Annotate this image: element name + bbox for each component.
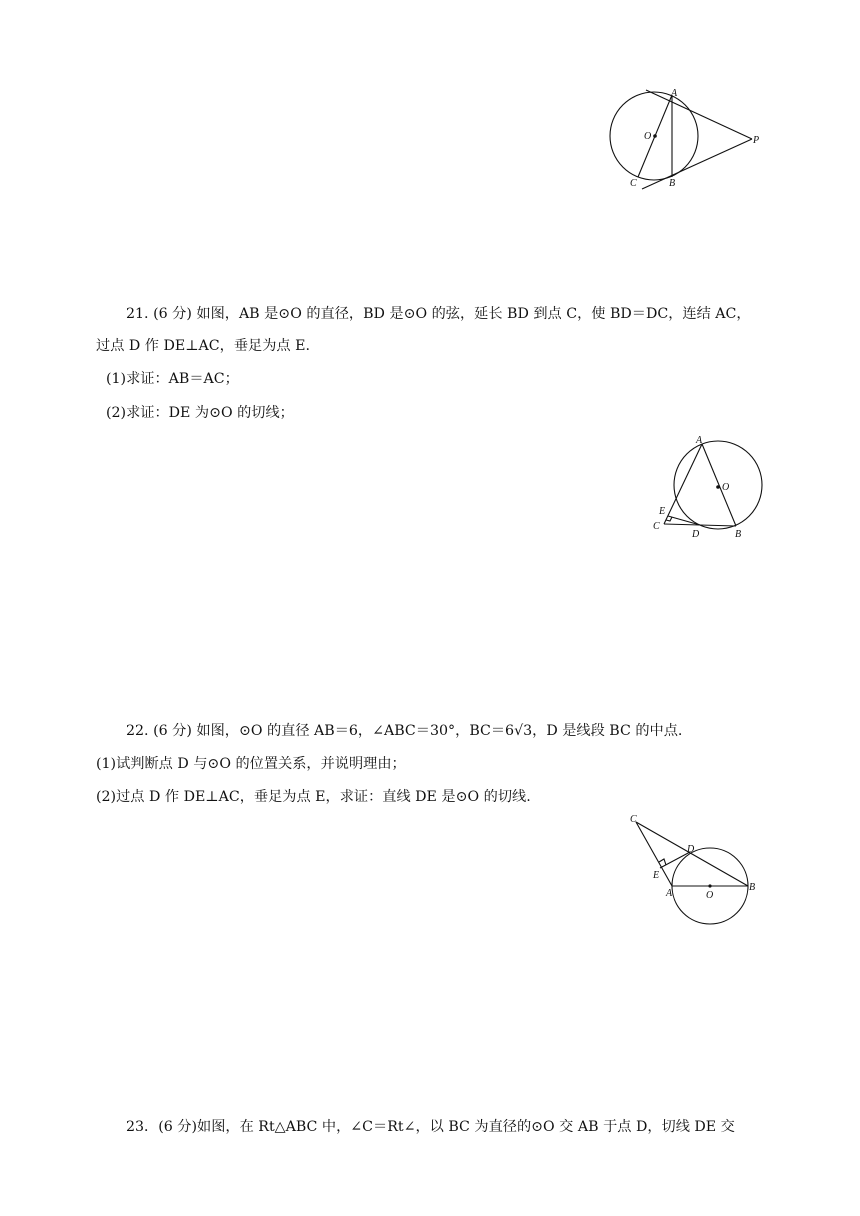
label-o: O bbox=[644, 131, 652, 142]
label-o: O bbox=[722, 482, 730, 493]
segment-de bbox=[668, 516, 700, 525]
label-d: D bbox=[692, 529, 700, 540]
label-c: C bbox=[630, 178, 637, 189]
label-b: B bbox=[669, 178, 676, 189]
label-a: A bbox=[696, 435, 703, 446]
label-e: E bbox=[653, 870, 660, 881]
figure-q20 bbox=[600, 82, 770, 197]
label-a: A bbox=[666, 888, 673, 899]
q23-stem-line1: 23．(6 分)如图，在 Rt△ABC 中，∠C＝Rt∠，以 BC 为直径的⊙O 交 AB 于点 D，切线 DE 交 bbox=[126, 1119, 735, 1135]
tangent-line-pa bbox=[646, 90, 752, 139]
label-p: P bbox=[753, 135, 760, 146]
q22-stem-line1: 22. (6 分) 如图，⊙O 的直径 AB＝6，∠ABC＝30°，BC＝6√3，D 是线段 BC 的中点. bbox=[126, 723, 683, 739]
q21-part2: (2)求证：DE 为⊙O 的切线； bbox=[106, 405, 294, 421]
q21-stem-line2: 过点 D 作 DE⊥AC，垂足为点 E. bbox=[96, 338, 310, 354]
figure-q22-svg bbox=[626, 810, 766, 930]
label-b: B bbox=[735, 529, 742, 540]
label-b: B bbox=[749, 882, 756, 893]
figure-q22 bbox=[626, 810, 766, 930]
label-d: D bbox=[687, 844, 695, 855]
diameter-ab bbox=[702, 444, 736, 526]
label-c: C bbox=[630, 814, 637, 825]
figure-q21-svg bbox=[648, 432, 768, 547]
center-point bbox=[708, 884, 711, 887]
q22-part2: (2)过点 D 作 DE⊥AC，垂足为点 E，求证：直线 DE 是⊙O 的切线. bbox=[96, 789, 531, 805]
label-e: E bbox=[659, 506, 666, 517]
figure-q20-svg bbox=[600, 82, 770, 197]
label-c: C bbox=[653, 521, 660, 532]
q21-stem-line1: 21. (6 分) 如图，AB 是⊙O 的直径，BD 是⊙O 的弦，延长 BD 到点 C，使 BD＝DC，连结 AC， bbox=[126, 306, 751, 322]
q22-part1: (1)试判断点 D 与⊙O 的位置关系，并说明理由； bbox=[96, 756, 406, 772]
center-point bbox=[716, 485, 720, 489]
circle-o bbox=[674, 441, 762, 529]
label-a: A bbox=[671, 88, 678, 99]
label-o: O bbox=[706, 890, 714, 901]
q21-part1: (1)求证：AB＝AC； bbox=[106, 371, 239, 387]
center-point bbox=[653, 134, 657, 138]
figure-q21 bbox=[648, 432, 768, 547]
